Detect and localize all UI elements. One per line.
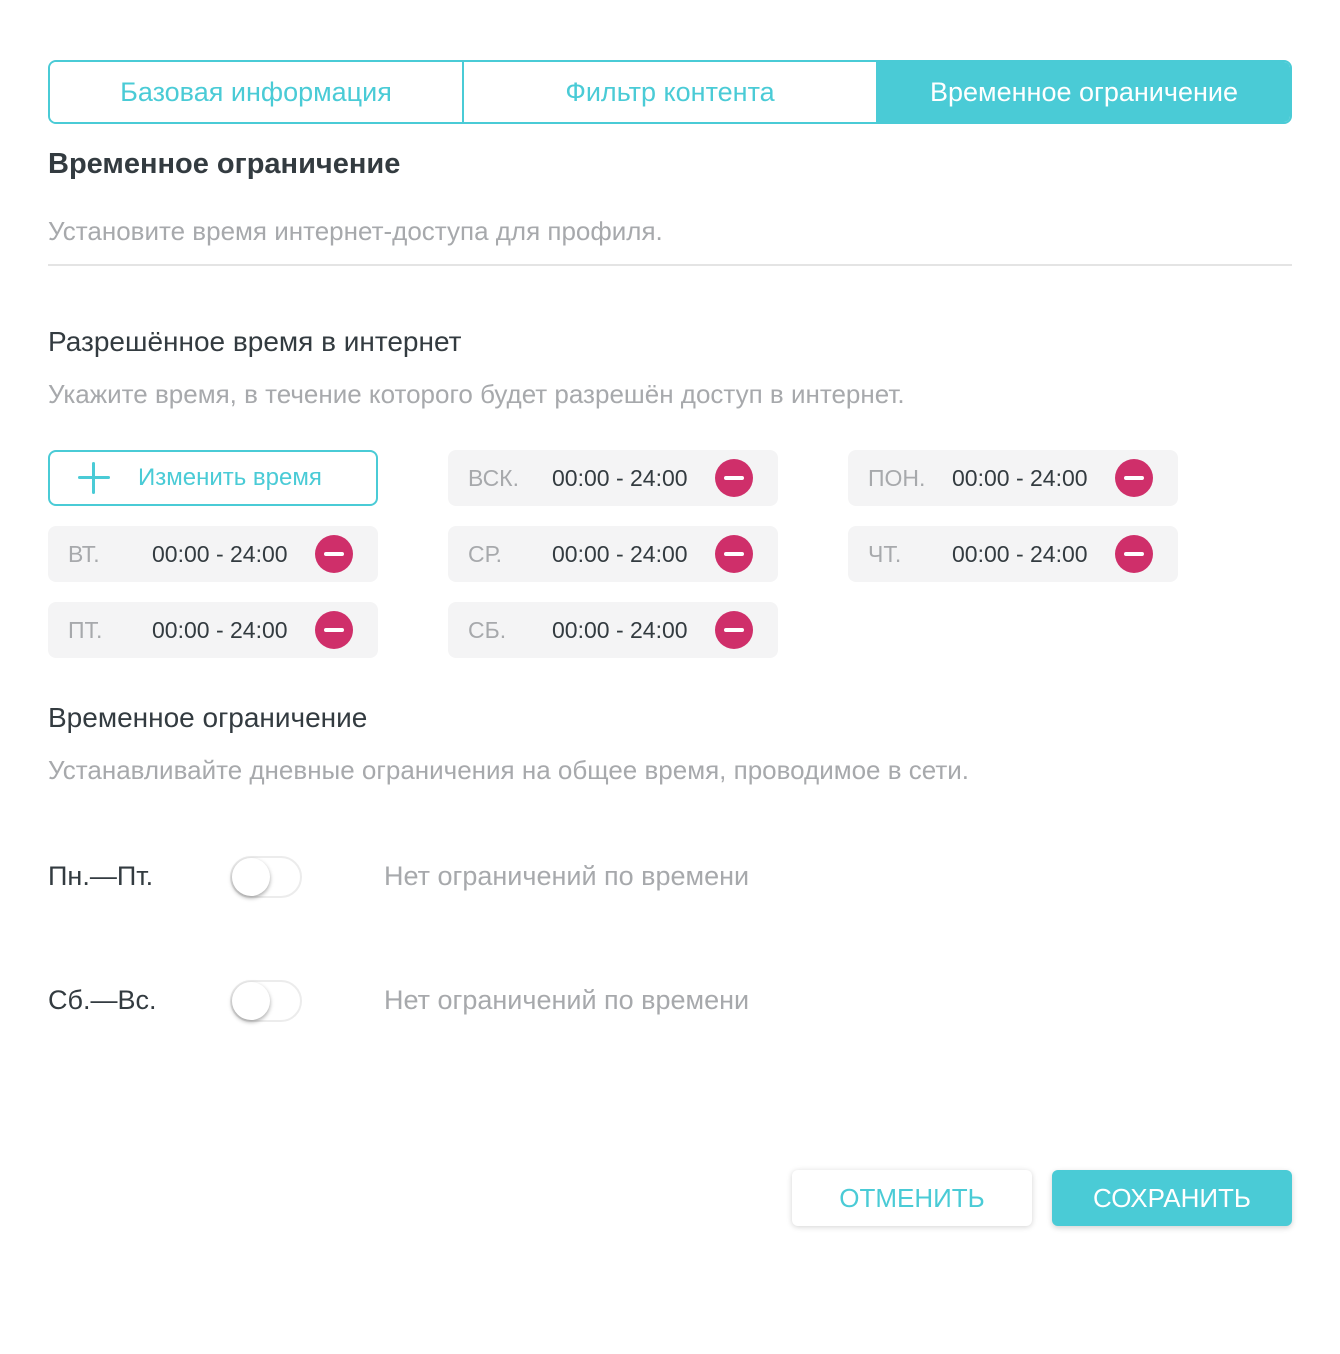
schedule-day: ВТ. xyxy=(68,540,100,567)
weekend-limit-label: Сб.—Вс. xyxy=(48,985,157,1015)
remove-icon[interactable] xyxy=(1115,459,1153,497)
schedule-time: 00:00 - 24:00 xyxy=(952,540,1088,567)
change-time-label: Изменить время xyxy=(138,464,322,491)
page-subtitle: Установите время интернет-доступа для профиля. xyxy=(48,216,663,246)
schedule-day: ПТ. xyxy=(68,616,103,643)
remove-icon[interactable] xyxy=(715,611,753,649)
schedule-chip-tue xyxy=(48,526,378,582)
allowed-time-title: Разрешённое время в интернет xyxy=(48,326,462,357)
plus-icon xyxy=(78,462,110,494)
schedule-day: СР. xyxy=(468,540,502,567)
schedule-time: 00:00 - 24:00 xyxy=(552,464,688,491)
weekend-limit-toggle[interactable] xyxy=(230,980,302,1022)
divider xyxy=(48,264,1292,266)
tab-time-limit[interactable]: Временное ограничение xyxy=(876,62,1290,122)
save-button[interactable]: СОХРАНИТЬ xyxy=(1052,1170,1292,1226)
schedule-time: 00:00 - 24:00 xyxy=(152,540,288,567)
toggle-knob xyxy=(232,858,270,896)
weekday-limit-status: Нет ограничений по времени xyxy=(384,861,750,891)
tab-basic-info[interactable]: Базовая информация xyxy=(50,62,462,122)
change-time-button[interactable] xyxy=(48,450,378,506)
remove-icon[interactable] xyxy=(315,611,353,649)
schedule-day: ВСК. xyxy=(468,464,519,491)
schedule-chip-fri xyxy=(48,602,378,658)
schedule-time: 00:00 - 24:00 xyxy=(152,616,288,643)
remove-icon[interactable] xyxy=(715,535,753,573)
remove-icon[interactable] xyxy=(715,459,753,497)
schedule-chip-thu xyxy=(848,526,1178,582)
schedule-time: 00:00 - 24:00 xyxy=(552,540,688,567)
weekday-limit-label: Пн.—Пт. xyxy=(48,861,154,891)
schedule-time: 00:00 - 24:00 xyxy=(552,616,688,643)
schedule-chip-mon xyxy=(848,450,1178,506)
toggle-knob xyxy=(232,982,270,1020)
cancel-button[interactable]: ОТМЕНИТЬ xyxy=(792,1170,1032,1226)
profile-tabs xyxy=(48,60,1292,124)
schedule-chip-wed xyxy=(448,526,778,582)
schedule-time: 00:00 - 24:00 xyxy=(952,464,1088,491)
schedule-chip-sun xyxy=(448,450,778,506)
schedule-chip-sat xyxy=(448,602,778,658)
schedule-day: СБ. xyxy=(468,616,507,643)
time-limit-description: Устанавливайте дневные ограничения на общее время, проводимое в сети. xyxy=(48,755,970,785)
schedule-day: ЧТ. xyxy=(868,540,902,567)
tab-content-filter[interactable]: Фильтр контента xyxy=(462,62,876,122)
page-title: Временное ограничение xyxy=(48,148,401,180)
time-limit-title: Временное ограничение xyxy=(48,702,368,733)
weekend-limit-status: Нет ограничений по времени xyxy=(384,985,750,1015)
remove-icon[interactable] xyxy=(1115,535,1153,573)
allowed-time-description: Укажите время, в течение которого будет разрешён доступ в интернет. xyxy=(48,379,905,409)
weekday-limit-toggle[interactable] xyxy=(230,856,302,898)
schedule-day: ПОН. xyxy=(868,464,926,491)
remove-icon[interactable] xyxy=(315,535,353,573)
